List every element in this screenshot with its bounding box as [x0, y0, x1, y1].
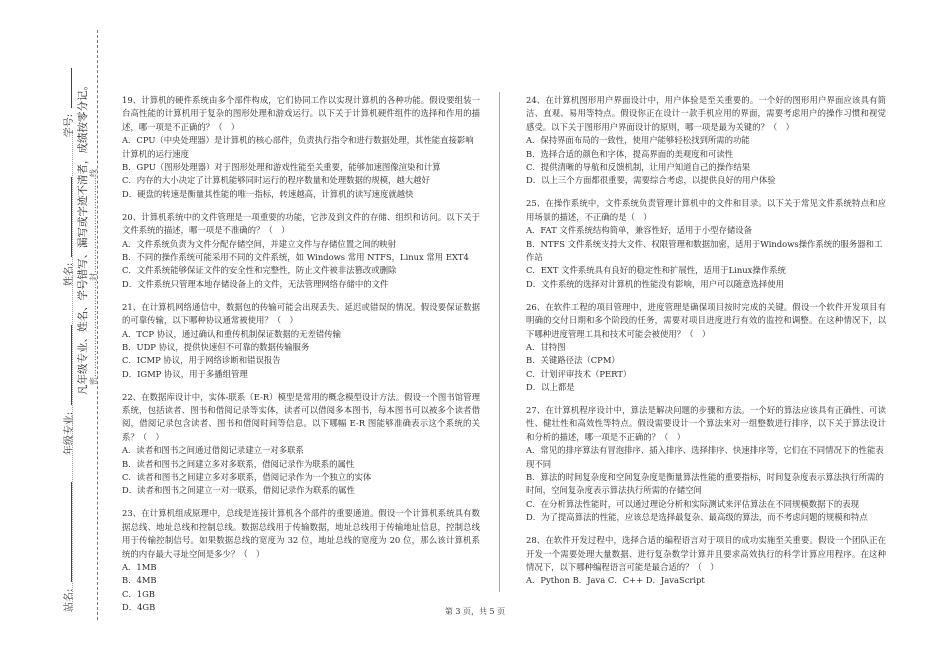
option-b: B．GPU（图形处理器）对于图形处理和游戏性能至关重要，能够加速图像渲染和计算 — [122, 162, 441, 173]
page-footer: 第 3 页，共 5 页 — [444, 607, 506, 616]
right-column — [526, 94, 886, 597]
binding-margin — [0, 0, 112, 672]
student-id-blank — [62, 68, 72, 108]
question-stem: 27、在计算机程序设计中，算法是解决问题的步骤和方法。一个好的算法应该具有正确性、可读性、健壮性和高效性等特点。假设需要设计一个算法来对一组整数进行排序，以下关于算法设计和分析的描述，哪一项是不正确的？（ ） — [526, 405, 886, 442]
question-26 — [526, 301, 886, 395]
column-divider — [499, 92, 500, 592]
option-a: A．文件系统负责为文件分配存储空间，并建立文件与存储位置之间的映射 — [122, 238, 397, 249]
option-a: A．保持界面布局的一致性，使用户能够轻松找到所需的功能 — [526, 135, 750, 146]
question-stem: 20、计算机系统中的文件管理是一项重要的功能，它涉及到文件的存储、组织和访问。以下关于文件系统的描述，哪一项是不准确的？（ ） — [122, 211, 480, 236]
option-a: A．常见的排序算法有冒泡排序、插入排序、选择排序、快速排序等，它们在不同情况下的性能表现不同 — [526, 445, 884, 469]
option-c: C．ICMP 协议，用于网络诊断和错误报告 — [122, 355, 281, 366]
seal-line-text: 密………………………………封………………………………线 — [89, 169, 98, 385]
option-d: D．为了提高算法的性能，应该总是选择最复杂、最高级的算法，而不考虑问题的规模和特点 — [526, 512, 868, 523]
question-stem: 19、计算机的硬件系统由多个部件构成，它们协同工作以实现计算机的各种功能。假设要组装一台高性能的计算机用于复杂的图形处理和游戏运行。以下关于计算机硬件组件的选择和作用的描述，哪一项是不正确的？（ ） — [122, 95, 480, 132]
name-label: 姓名: — [64, 262, 75, 287]
question-25 — [526, 197, 886, 291]
student-id-label: 学号: — [64, 113, 75, 138]
option-d: D．以上都是 — [526, 382, 575, 393]
option-b: B．NTFS 文件系统支持大文件、权限管理和数据加密，适用于Windows操作系统的服务器和工作站 — [526, 238, 883, 262]
option-d: D．4GB — [122, 602, 156, 613]
name-blank — [62, 177, 72, 257]
question-stem: 28、在软件开发过程中，选择合适的编程语言对于项目的成功实施至关重要。假设一个团队正在开发一个需要处理大量数据、进行复杂数学计算并且要求高效执行的科学计算应用程序。在这种情况下，以下哪种编程语言可能是最合适的？（ ） — [526, 535, 886, 572]
option-c: C．读者和图书之间建立多对多联系，借阅记录作为一个独立的实体 — [122, 472, 372, 483]
option-c: C．在分析算法性能时，可以通过理论分析和实际测试来评估算法在不同规模数据下的表现 — [526, 498, 860, 509]
option-a: A．CPU（中央处理器）是计算机的核心部件，负责执行指令和进行数据处理，其性能直接影响计算机的运行速度 — [122, 135, 474, 159]
option-c: C．内存的大小决定了计算机能够同时运行的程序数量和处理数据的规模，越大越好 — [122, 175, 430, 186]
seal-dashed-line — [97, 30, 98, 620]
option-line: A．Python B．Java C．C++ D．JavaScript — [526, 575, 705, 586]
option-b: B．算法的时间复杂度和空间复杂度是衡量算法性能的重要指标，时间复杂度表示算法执行所需的时间，空间复杂度表示算法执行所需的存储空间 — [526, 472, 884, 496]
left-column — [122, 94, 480, 624]
notice-text: 凡年级专业、姓名、学号错写、漏写或字迹不清者，成绩按零分记。 — [77, 80, 89, 395]
question-stem: 22、在数据库设计中，实体-联系（E-R）模型是常用的概念模型设计方法。假设一个图书馆管理系统，包括读者、图书和借阅记录等实体，读者可以借阅多本图书，每本图书可以被多个读者借阅，借阅记录包含读者、图书和借阅时间等信息。以下哪幅 E-R 图能够准确表示这个系统的关系？（ ） — [122, 391, 480, 442]
option-a: A．读者和图书之间通过借阅记录建立一对多联系 — [122, 445, 304, 456]
grade-major-label: 年级专业: — [64, 411, 75, 456]
option-d: D．以上三个方面都很重要，需要综合考虑，以提供良好的用户体验 — [526, 175, 776, 186]
option-c: C．提供清晰的导航和反馈机制，让用户知道自己的操作结果 — [526, 162, 751, 173]
option-d: D．文件系统只管理本地存储设备上的文件，无法管理网络存储中的文件 — [122, 278, 389, 289]
question-stem: 25、在操作系统中，文件系统负责管理计算机中的文件和目录。以下关于常见文件系统特点和应用场景的描述，不正确的是（ ） — [526, 198, 886, 222]
school-blank — [62, 482, 72, 582]
question-20 — [122, 211, 480, 291]
option-a: A．FAT 文件系统结构简单，兼容性好，适用于小型存储设备 — [526, 225, 752, 236]
notice-guide-line — [72, 130, 73, 610]
option-b: B．UDP 协议，提供快速但不可靠的数据传输服务 — [122, 341, 310, 352]
question-19 — [122, 94, 480, 201]
question-27 — [526, 404, 886, 525]
question-28 — [526, 534, 886, 588]
question-24 — [526, 94, 886, 188]
grade-major-blank — [62, 326, 72, 406]
option-d: D．IGMP 协议，用于多播组管理 — [122, 368, 248, 379]
option-a: A．甘特图 — [526, 341, 566, 352]
option-b: B．读者和图书之间建立多对多联系，借阅记录作为联系的属性 — [122, 458, 355, 469]
option-c: C．文件系统能够保证文件的安全性和完整性，防止文件被非法篡改或删除 — [122, 265, 397, 276]
option-c: C．1GB — [122, 588, 155, 599]
option-b: B．关键路径法（CPM） — [526, 355, 620, 366]
option-b: B．选择合适的颜色和字体，提高界面的美观度和可读性 — [526, 148, 734, 159]
option-b: B．4MB — [122, 575, 157, 586]
option-b: B．不同的操作系统可能采用不同的文件系统，如 Windows 常用 NTFS，Linux 常用 EXT4 — [122, 251, 469, 262]
question-stem: 24、在计算机图形用户界面设计中，用户体验是至关重要的。一个好的图形用户界面应该具有简洁、直观、易用等特点。假设你正在设计一款手机应用的界面，需要考虑用户的操作习惯和视觉感受。以下关于图形用户界面设计的原则，哪一项是最为关键的？（ ） — [526, 95, 886, 132]
question-23 — [122, 507, 480, 614]
option-d: D．硬盘的转速是衡量其性能的唯一指标，转速越高，计算机的读写速度就越快 — [122, 188, 414, 199]
question-22 — [122, 391, 480, 498]
question-stem: 26、在软件工程的项目管理中，进度管理是确保项目按时完成的关键。假设一个软件开发项目有明确的交付日期和多个阶段的任务，需要对项目进度进行有效的监控和调整。在这种情况下，以下哪种进度管理工具和技术可能会被使用？（ ） — [526, 301, 886, 339]
question-stem: 21、在计算机网络通信中，数据包的传输可能会出现丢失、延迟或错误的情况。假设要保证数据的可靠传输，以下哪种协议通常被使用？（ ） — [122, 301, 480, 326]
option-c: C．计划评审技术（PERT） — [526, 368, 632, 379]
option-a: A．TCP 协议，通过确认和重传机制保证数据的无差错传输 — [122, 328, 341, 339]
option-a: A．1MB — [122, 562, 157, 572]
school-label: 站名: — [64, 588, 75, 612]
option-d: D．文件系统的选择对计算机的性能没有影响，用户可以随意选择使用 — [526, 278, 784, 289]
option-c: C．EXT 文件系统具有良好的稳定性和扩展性，适用于Linux操作系统 — [526, 265, 786, 276]
question-stem: 23、在计算机组成原理中，总线是连接计算机各个部件的重要通道。假设一个计算机系统具有数据总线、地址总线和控制总线。数据总线用于传输数据，地址总线用于传输地址信息，控制总线用于传输控制信号。如果数据总线的宽度为 32 位，地址总线的宽度为 20 位，那么该计算机系统的内存最大寻址空间是多少？（ ） — [122, 508, 480, 559]
question-21 — [122, 301, 480, 381]
option-d: D．读者和图书之间建立一对一联系，借阅记录作为联系的属性 — [122, 485, 355, 496]
